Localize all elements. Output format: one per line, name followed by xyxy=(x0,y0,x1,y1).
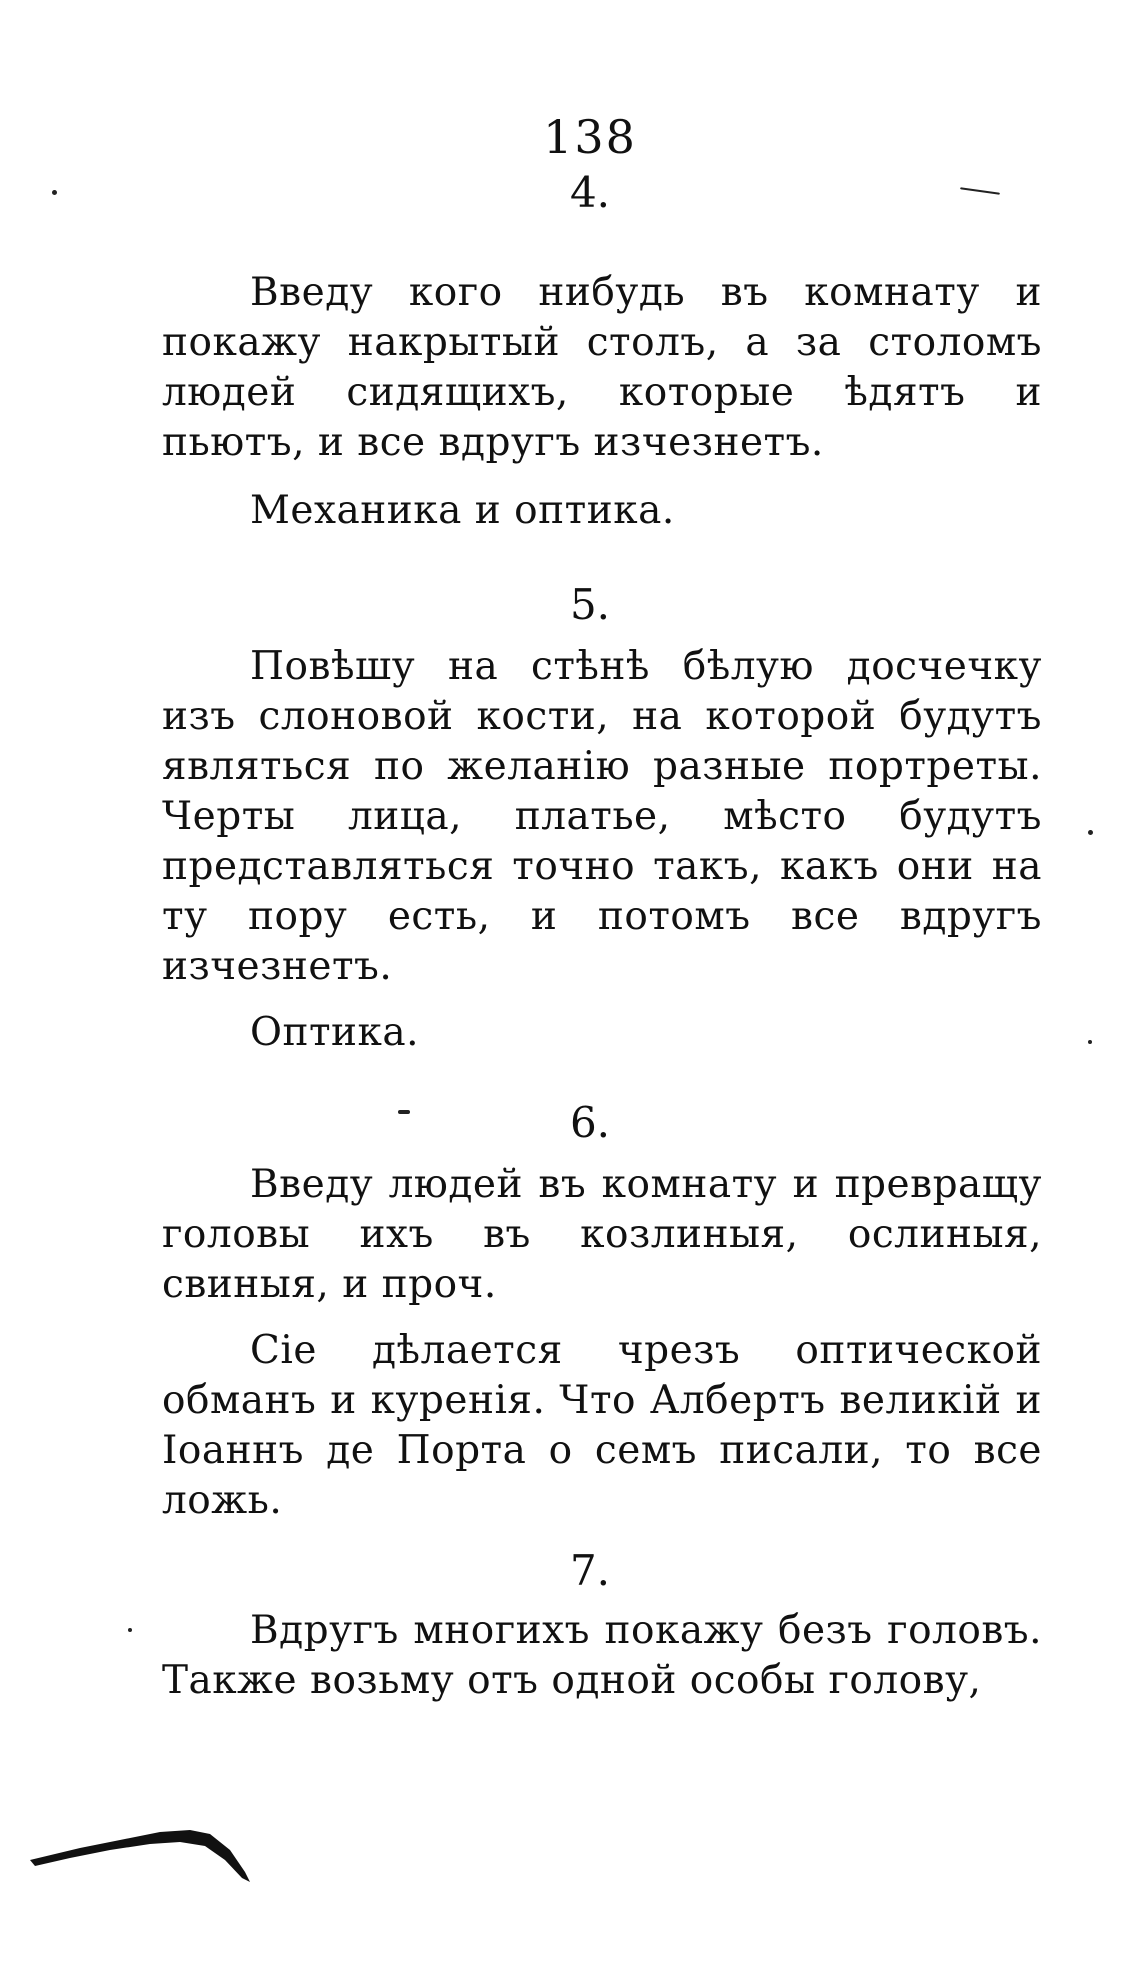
ink-speck xyxy=(128,1628,132,1632)
paragraph: Введу кого нибудь въ комнату и покажу накрытый столъ, а за столомъ людей сидящихъ, которые ѣдятъ и пьютъ, и все вдругъ изчезнетъ. xyxy=(162,270,1042,465)
paragraph: Повѣшу на стѣнѣ бѣлую досчечку изъ слоновой кости, на которой будутъ являться по желанію разные портреты. Черты лица, платье, мѣсто будутъ представляться точно такъ, какъ они на ту пору есть, и потомъ все вдругъ изчезнетъ. xyxy=(162,644,1042,989)
section-6-body-2 xyxy=(162,1326,1042,1526)
section-number-6: 6. xyxy=(569,1098,611,1147)
ink-speck xyxy=(1088,1040,1092,1044)
ink-speck xyxy=(52,190,57,195)
section-6-body xyxy=(162,1160,1042,1310)
section-4-note xyxy=(162,486,1042,536)
section-number-5: 5. xyxy=(569,580,611,629)
section-number-7: 7. xyxy=(569,1546,611,1595)
ink-smudge xyxy=(20,1790,280,1890)
section-5-note xyxy=(162,1008,1042,1058)
paragraph: Вдругъ многихъ покажу безъ головъ. Также возьму отъ одной особы голову, xyxy=(162,1608,1042,1703)
paragraph: Сіе дѣлается чрезъ оптической обманъ и куренія. Что Албертъ великій и Іоаннъ де Порта о семъ писали, то все ложь. xyxy=(162,1328,1042,1523)
paragraph-note: Механика и оптика. xyxy=(250,488,675,533)
ink-speck xyxy=(1088,830,1093,835)
section-5-body xyxy=(162,642,1042,992)
section-number-4: 4. xyxy=(569,168,611,217)
section-7-body xyxy=(162,1606,1042,1706)
paragraph: Введу людей въ комнату и превращу головы ихъ въ козлиныя, ослиныя, свиныя, и проч. xyxy=(162,1162,1042,1307)
section-4-body xyxy=(162,268,1042,468)
ink-speck xyxy=(398,1110,410,1114)
page-number: 138 xyxy=(543,110,637,164)
paragraph-note: Оптика. xyxy=(250,1010,420,1055)
